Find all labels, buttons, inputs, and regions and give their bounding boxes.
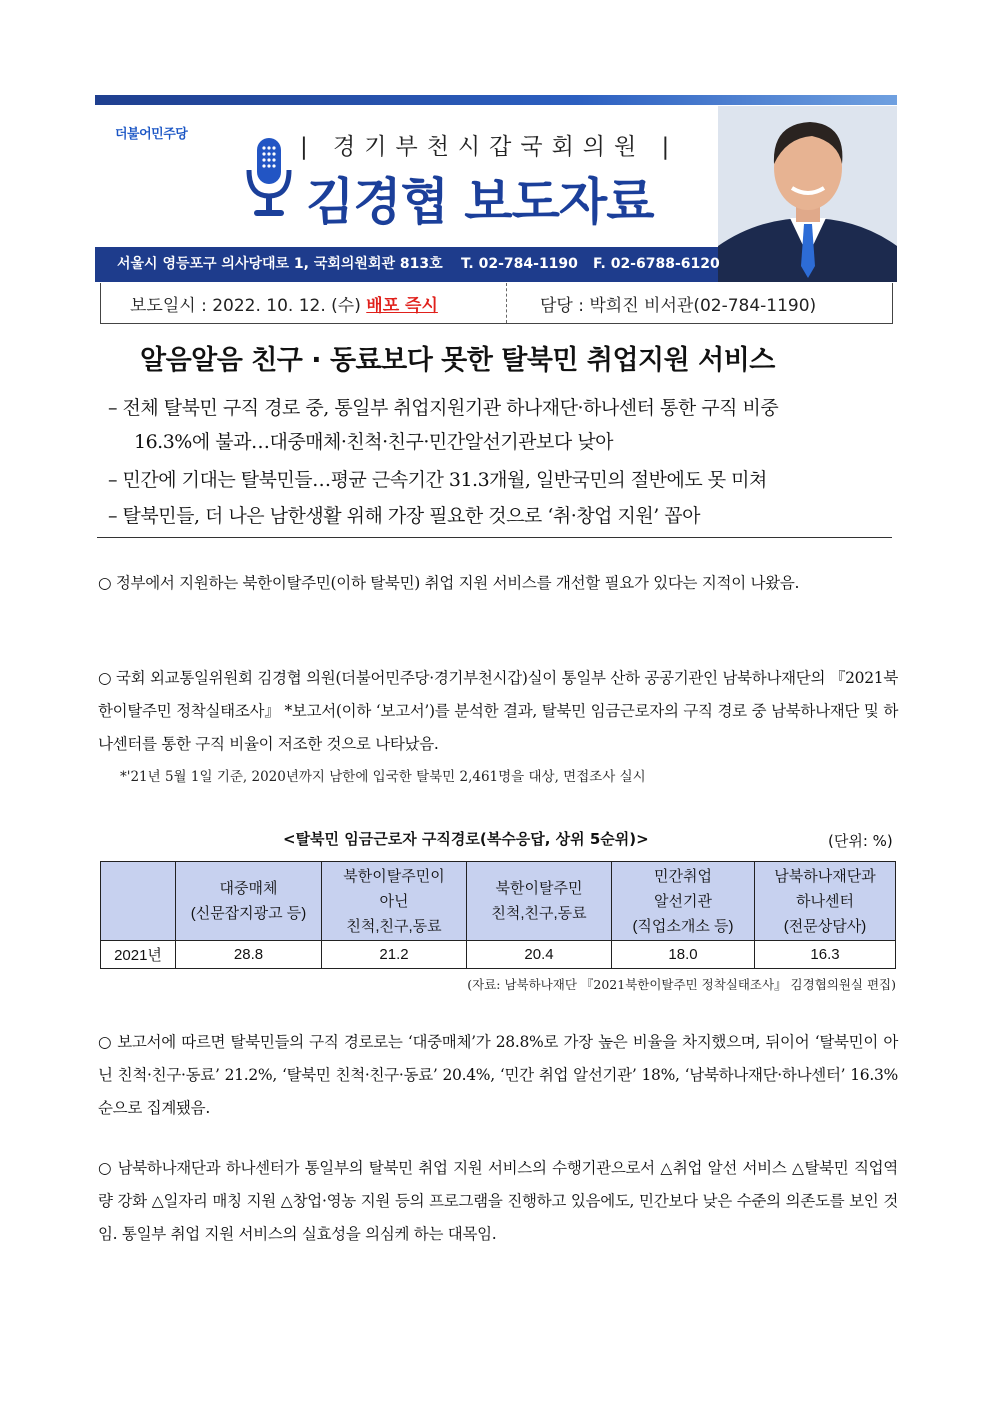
header-line: 하나센터: [796, 892, 854, 910]
release-date-text: 보도일시 : 2022. 10. 12. (수): [130, 296, 361, 316]
table-corner-cell: [101, 862, 176, 941]
address-bar: [95, 247, 718, 282]
table-header-cell: [467, 862, 612, 941]
header-title: 김경협 보도자료: [306, 173, 654, 231]
table-cell: 20.4: [467, 941, 612, 969]
header-line: 친척,친구,동료: [346, 917, 442, 935]
release-immediate: 배포 즉시: [366, 296, 438, 316]
header-line: (전문상담사): [783, 917, 867, 935]
fax-number: F. 02-6788-6120: [593, 256, 720, 272]
address-text: 서울시 영등포구 의사당대로 1, 국회의원회관 813호: [117, 256, 443, 272]
headline-sub-1: – 전체 탈북민 구직 경로 중, 통일부 취업지원기관 하나재단·하나센터 통한 구직 비중: [108, 397, 779, 419]
paragraph-4: ○ 남북하나재단과 하나센터가 통일부의 탈북민 취업 지원 서비스의 수행기관으로서 △취업 알선 서비스 △탈북민 직업역량 강화 △일자리 매칭 지원 △창업·영농 지원 등의 프로그램을 진행하고 있음에도, 민간보다 낮은 수준의 의존도를 보인 것임. 통일부 취업 지원 서비스의 실효성을 의심케 하는 대목임.: [98, 1159, 898, 1243]
paragraph-2: ○ 국회 외교통일위원회 김경협 의원(더불어민주당·경기부천시갑)실이 통일부 산하 공공기관인 남북하나재단의 『2021북한이탈주민 정착실태조사』 *보고서(이하 ‘보고서’)를 분석한 결과, 탈북민 임금근로자의 구직 경로 중 남북하나재단 및 하나센터를 통한 구직 비율이 저조한 것으로 나타났음.: [98, 669, 898, 753]
contact-info: 담당 : 박희진 비서관(02-784-1190): [540, 296, 817, 316]
table-header-row: [101, 862, 896, 941]
table-row: [101, 941, 896, 969]
header-line: 남북하나재단과: [774, 867, 876, 885]
header-line: (직업소개소 등): [632, 917, 734, 935]
row-label: 2021년: [101, 941, 176, 969]
table-cell: 28.8: [176, 941, 322, 969]
table-title: <탈북민 임금근로자 구직경로(복수응답, 상위 5순위)>: [283, 830, 649, 848]
header-line: 북한이탈주민: [495, 880, 583, 897]
phone-number: T. 02-784-1190: [461, 256, 578, 272]
paragraph-1: ○ 정부에서 지원하는 북한이탈주민(이하 탈북민) 취업 지원 서비스를 개선할 필요가 있다는 지적이 나왔음.: [98, 574, 800, 592]
header-line: (신문잡지광고 등): [190, 905, 307, 922]
table-unit: (단위: %): [828, 832, 893, 850]
header-line: 알선기관: [654, 892, 712, 910]
headline-sub-2: – 민간에 기대는 탈북민들…평균 근속기간 31.3개월, 일반국민의 절반에도 못 미쳐: [108, 469, 767, 491]
portrait-photo: [718, 106, 897, 282]
table-cell: 21.2: [322, 941, 467, 969]
header-line: 대중매체: [219, 880, 278, 897]
header-subtitle: | 경기부천시갑국회의원 |: [300, 134, 679, 160]
header-line: 민간취업: [654, 867, 712, 885]
headline-divider: [97, 537, 892, 538]
table-header-cell: [176, 862, 322, 941]
table-header-cell: [755, 862, 896, 941]
headline-title: 알음알음 친구 · 동료보다 못한 탈북민 취업지원 서비스: [140, 345, 775, 376]
party-logo: 더불어민주당: [115, 127, 188, 142]
top-color-bar: [95, 95, 897, 105]
release-date: [130, 291, 438, 316]
headline-sub-3: – 탈북민들, 더 나은 남한생활 위해 가장 필요한 것으로 ‘취·창업 지원’ 꼽아: [108, 505, 701, 527]
job-path-table: [100, 861, 896, 969]
footnote: *'21년 5월 1일 기준, 2020년까지 남한에 입국한 탈북민 2,461명을 대상, 면접조사 실시: [120, 769, 646, 785]
header-line: 아닌: [379, 892, 409, 910]
table-header-cell: [612, 862, 755, 941]
table-cell: 16.3: [755, 941, 896, 969]
header-line: 북한이탈주민이: [343, 867, 445, 885]
table-cell: 18.0: [612, 941, 755, 969]
header-line: 친척,친구,동료: [491, 905, 587, 922]
paragraph-3: ○ 보고서에 따르면 탈북민들의 구직 경로로는 ‘대중매체’가 28.8%로 가장 높은 비율을 차지했으며, 뒤이어 ‘탈북민이 아닌 친척·친구·동료’ 21.2%, ‘탈북민 친척·친구·동료’ 20.4%, ‘민간 취업 알선기관’ 18%, ‘남북하나재단·하나센터’ 16.3% 순으로 집계됐음.: [98, 1033, 898, 1117]
table-source: (자료: 남북하나재단 『2021북한이탈주민 정착실태조사』 김경협의원실 편집): [467, 977, 896, 992]
info-divider: [506, 283, 507, 323]
microphone-icon: [244, 136, 294, 220]
table-header-cell: [322, 862, 467, 941]
headline-sub-1-cont: 16.3%에 불과…대중매체·친척·친구·민간알선기관보다 낮아: [134, 431, 613, 453]
